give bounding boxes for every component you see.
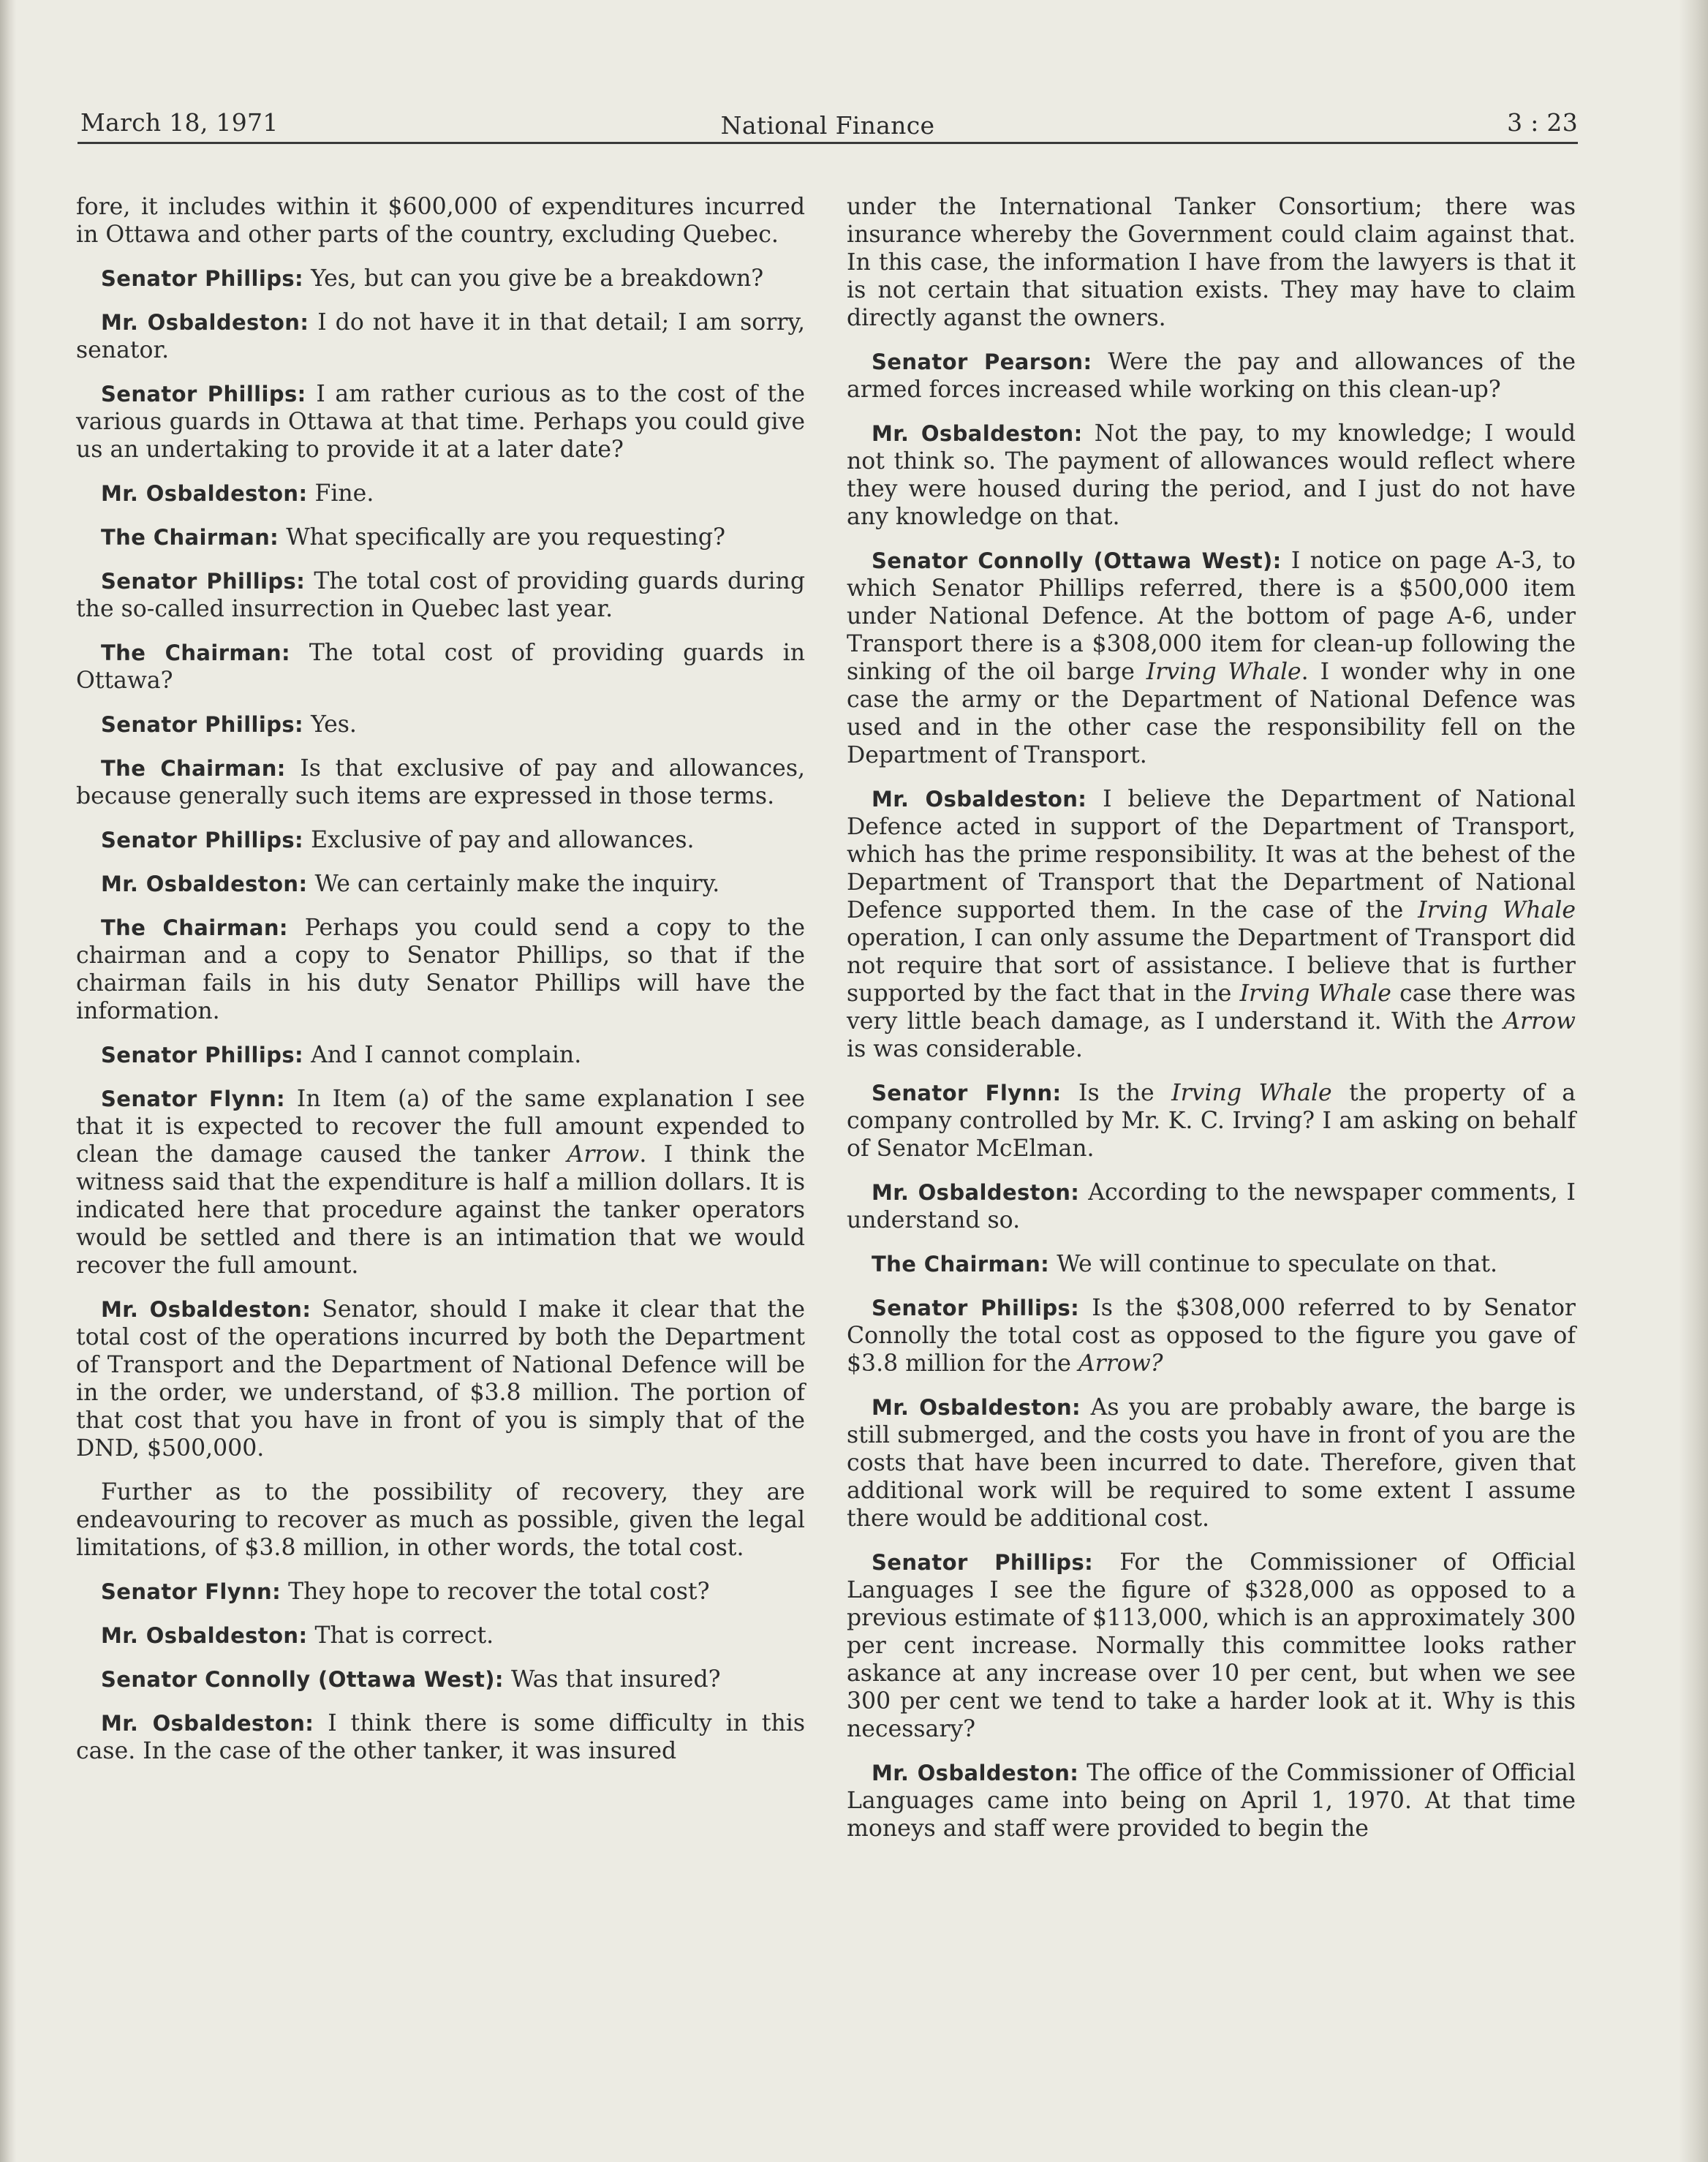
header-date: March 18, 1971 — [80, 108, 279, 137]
transcript-paragraph — [76, 1296, 805, 1462]
speaker-name: Mr. Osbaldeston: — [872, 1761, 1079, 1785]
transcript-paragraph — [847, 1394, 1576, 1532]
header-title: National Finance — [720, 111, 935, 140]
speaker-name: The Chairman: — [101, 915, 288, 940]
transcript-paragraph — [76, 1478, 805, 1562]
right-column — [847, 193, 1576, 1859]
transcript-paragraph — [847, 1759, 1576, 1842]
speaker-name: Mr. Osbaldeston: — [101, 872, 308, 896]
transcript-paragraph — [76, 1666, 805, 1693]
paragraph-text: Was that insured? — [510, 1666, 721, 1693]
speaker-name: Mr. Osbaldeston: — [872, 1395, 1081, 1420]
transcript-paragraph — [76, 639, 805, 695]
paragraph-text: Further as to the possibility of recovery, they are endeavouring to recover as much as possible, given the legal limitations, of $3.8 million, in other words, the total cost. — [76, 1479, 805, 1561]
speaker-name: Mr. Osbaldeston: — [101, 481, 308, 506]
paragraph-text: Fine. — [314, 480, 374, 507]
transcript-paragraph — [847, 1079, 1576, 1163]
page-binding-shadow — [0, 0, 16, 2162]
transcript-paragraph — [76, 826, 805, 854]
paragraph-text: I do not have it in that detail; I am sorry, senator. — [76, 309, 805, 363]
speaker-name: Senator Phillips: — [872, 1550, 1094, 1575]
paragraph-text: . I wonder why in one case the army or the Department of National Defence was used and in the other case the responsibility fell on the Department of Transport. — [847, 659, 1576, 768]
speaker-name: Mr. Osbaldeston: — [101, 310, 309, 335]
transcript-paragraph — [76, 711, 805, 738]
speaker-name: Mr. Osbaldeston: — [101, 1711, 314, 1736]
page-header — [78, 102, 1578, 142]
transcript-paragraph — [847, 547, 1576, 769]
paragraph-text: They hope to recover the total cost? — [288, 1579, 710, 1605]
speaker-name: Senator Flynn: — [872, 1081, 1062, 1105]
header-page-number: 3 : 23 — [1507, 108, 1578, 137]
paragraph-text: case there was very little beach damage, as I understand it. With the — [847, 980, 1576, 1035]
paragraph-text: Is the $308,000 referred to by Senator Connolly the total cost as opposed to the figure you gave of $3.8 million for the — [847, 1295, 1576, 1377]
paragraph-text: I believe the Department of National Defence acted in support of the Department of Transport, which has the prime responsibility. It was at the behest of the Department of Transport that the Department of National Defence supported them. In the case of the — [847, 786, 1576, 923]
speaker-name: Senator Flynn: — [101, 1579, 281, 1604]
paragraph-text: . I think the witness said that the expenditure is half a million dollars. It is indicated here that procedure against the tanker operators would be settled and there is an intimation that we would recover the full amount. — [76, 1141, 805, 1279]
speaker-name: Mr. Osbaldeston: — [101, 1297, 311, 1322]
vessel-name: Irving Whale — [1418, 897, 1576, 923]
speaker-name: The Chairman: — [101, 640, 291, 665]
paragraph-text: As you are probably aware, the barge is still submerged, and the costs you have in front of you are the costs that have been incurred to date. Therefore, given that additional work will be required to some extent I assume there would be additional cost. — [847, 1394, 1576, 1532]
left-column — [76, 193, 805, 1781]
paragraph-text: Not the pay, to my knowledge; I would not think so. The payment of allowances would reflect where they were housed during the period, and I just do not have any knowledge on that. — [847, 420, 1576, 530]
transcript-paragraph — [847, 785, 1576, 1063]
paragraph-text: For the Commissioner of Official Languages I see the figure of $328,000 as opposed to a previous estimate of $113,000, which is an approximately 300 per cent increase. Normally this committee looks rather askance at any increase over 10 per cent, but when we see 300 per cent we tend to take a harder look at it. Why is this necessary? — [847, 1549, 1576, 1742]
speaker-name: Senator Connolly (Ottawa West): — [872, 548, 1282, 573]
paragraph-text: Exclusive of pay and allowances. — [311, 827, 695, 853]
paragraph-text: The office of the Commissioner of Official Languages came into being on April 1, 1970. At that time moneys and staff were provided to begin the — [847, 1760, 1576, 1842]
transcript-paragraph — [847, 348, 1576, 404]
paragraph-text: Yes. — [311, 711, 357, 738]
transcript-paragraph — [76, 1709, 805, 1765]
paragraph-text: is was considerable. — [847, 1036, 1083, 1062]
paragraph-text: Is that exclusive of pay and allowances, because generally such items are expressed in those terms. — [76, 755, 806, 809]
transcript-paragraph — [76, 1578, 805, 1606]
speaker-name: The Chairman: — [872, 1252, 1050, 1277]
transcript-paragraph — [76, 1041, 805, 1069]
paragraph-text: fore, it includes within it $600,000 of expenditures incurred in Ottawa and other parts of the country, excluding Quebec. — [76, 194, 805, 248]
speaker-name: Senator Phillips: — [101, 569, 306, 594]
header-rule — [78, 142, 1578, 144]
vessel-name: Irving Whale — [1239, 980, 1391, 1007]
paragraph-text: Senator, should I make it clear that the total cost of the operations incurred by both the Department of Transport and the Department of National Defence will be in the order, we understand, of $3.8 million. The portion of that cost that you have in front of you is simply that of the DND, $500,000. — [76, 1296, 805, 1462]
speaker-name: Mr. Osbaldeston: — [872, 421, 1083, 446]
transcript-paragraph — [76, 265, 805, 292]
paragraph-text: Were the pay and allowances of the armed forces increased while working on this clean-up? — [847, 349, 1576, 403]
transcript-paragraph — [76, 567, 805, 623]
transcript-paragraph — [76, 193, 805, 249]
speaker-name: Senator Pearson: — [872, 349, 1092, 374]
speaker-name: The Chairman: — [101, 756, 286, 781]
transcript-paragraph — [847, 1250, 1576, 1278]
transcript-paragraph — [847, 1179, 1576, 1234]
speaker-name: Mr. Osbaldeston: — [101, 1623, 308, 1648]
paragraph-text: Is the — [1078, 1080, 1172, 1106]
paragraph-text: That is correct. — [314, 1622, 494, 1649]
paragraph-text: Perhaps you could send a copy to the chairman and a copy to Senator Phillips, so that if the chairman fails in his duty Senator Phillips will have the information. — [76, 915, 805, 1024]
paragraph-text: I notice on page A-3, to which Senator Phillips referred, there is a $500,000 item under National Defence. At the bottom of page A-6, under Transport there is a $308,000 item for clean-up following the sinking of the oil barge — [847, 548, 1576, 685]
paragraph-text: We can certainly make the inquiry. — [314, 871, 720, 897]
paragraph-text: I think there is some difficulty in this case. In the case of the other tanker, it was insured — [76, 1710, 805, 1764]
vessel-name: Irving Whale — [1171, 1080, 1332, 1106]
speaker-name: Senator Connolly (Ottawa West): — [101, 1667, 504, 1692]
speaker-name: Senator Phillips: — [101, 712, 304, 737]
transcript-paragraph — [76, 914, 805, 1025]
paragraph-text: In Item (a) of the same explanation I see that it is expected to recover the full amount expended to clean the damage caused the tanker — [76, 1086, 805, 1168]
transcript-paragraph — [76, 380, 805, 464]
transcript-paragraph — [847, 420, 1576, 531]
speaker-name: Mr. Osbaldeston: — [872, 787, 1087, 812]
paragraph-text: operation, I can only assume the Department of Transport did not require that sort of assistance. I believe that is further supported by the fact that in the — [847, 925, 1576, 1007]
paragraph-text: We will continue to speculate on that. — [1057, 1251, 1498, 1277]
speaker-name: Senator Phillips: — [872, 1296, 1080, 1320]
speaker-name: Senator Flynn: — [101, 1086, 285, 1111]
paragraph-text: The total cost of providing guards in Ottawa? — [76, 640, 805, 694]
page-edge-shadow — [1679, 0, 1708, 2162]
transcript-paragraph — [76, 1085, 805, 1280]
transcript-paragraph — [76, 755, 805, 810]
paragraph-text: The total cost of providing guards during the so-called insurrection in Quebec last year. — [76, 568, 805, 622]
speaker-name: Senator Phillips: — [101, 1043, 304, 1067]
speaker-name: Senator Phillips: — [101, 382, 306, 407]
paragraph-text: I am rather curious as to the cost of the various guards in Ottawa at that time. Perhaps you could give us an undertaking to provide it at a later date? — [76, 381, 805, 463]
vessel-name: Arrow? — [1078, 1350, 1163, 1377]
vessel-name: Arrow — [567, 1141, 640, 1168]
speaker-name: Senator Phillips: — [101, 266, 304, 291]
transcript-paragraph — [76, 1622, 805, 1649]
transcript-paragraph — [76, 524, 805, 551]
speaker-name: The Chairman: — [101, 525, 279, 550]
transcript-paragraph — [76, 870, 805, 898]
vessel-name: Arrow — [1503, 1008, 1576, 1035]
paragraph-text: under the International Tanker Consortium; there was insurance whereby the Government could claim against that. In this case, the information I have from the lawyers is that it is not certain that situation exists. They may have to claim directly aganst the owners. — [847, 194, 1576, 331]
speaker-name: Mr. Osbaldeston: — [872, 1180, 1080, 1205]
transcript-paragraph — [76, 480, 805, 507]
transcript-paragraph — [847, 1294, 1576, 1377]
transcript-paragraph — [847, 193, 1576, 332]
speaker-name: Senator Phillips: — [101, 828, 304, 853]
transcript-paragraph — [847, 1549, 1576, 1743]
transcript-paragraph — [76, 309, 805, 364]
paragraph-text: What specifically are you requesting? — [286, 524, 725, 551]
paragraph-text: And I cannot complain. — [311, 1042, 582, 1068]
paragraph-text: Yes, but can you give be a breakdown? — [311, 265, 764, 292]
vessel-name: Irving Whale — [1146, 659, 1301, 685]
paragraph-text: the property of a company controlled by Mr. K. C. Irving? I am asking on behalf of Senator McElman. — [847, 1080, 1576, 1162]
paragraph-text: According to the newspaper comments, I understand so. — [847, 1179, 1576, 1233]
